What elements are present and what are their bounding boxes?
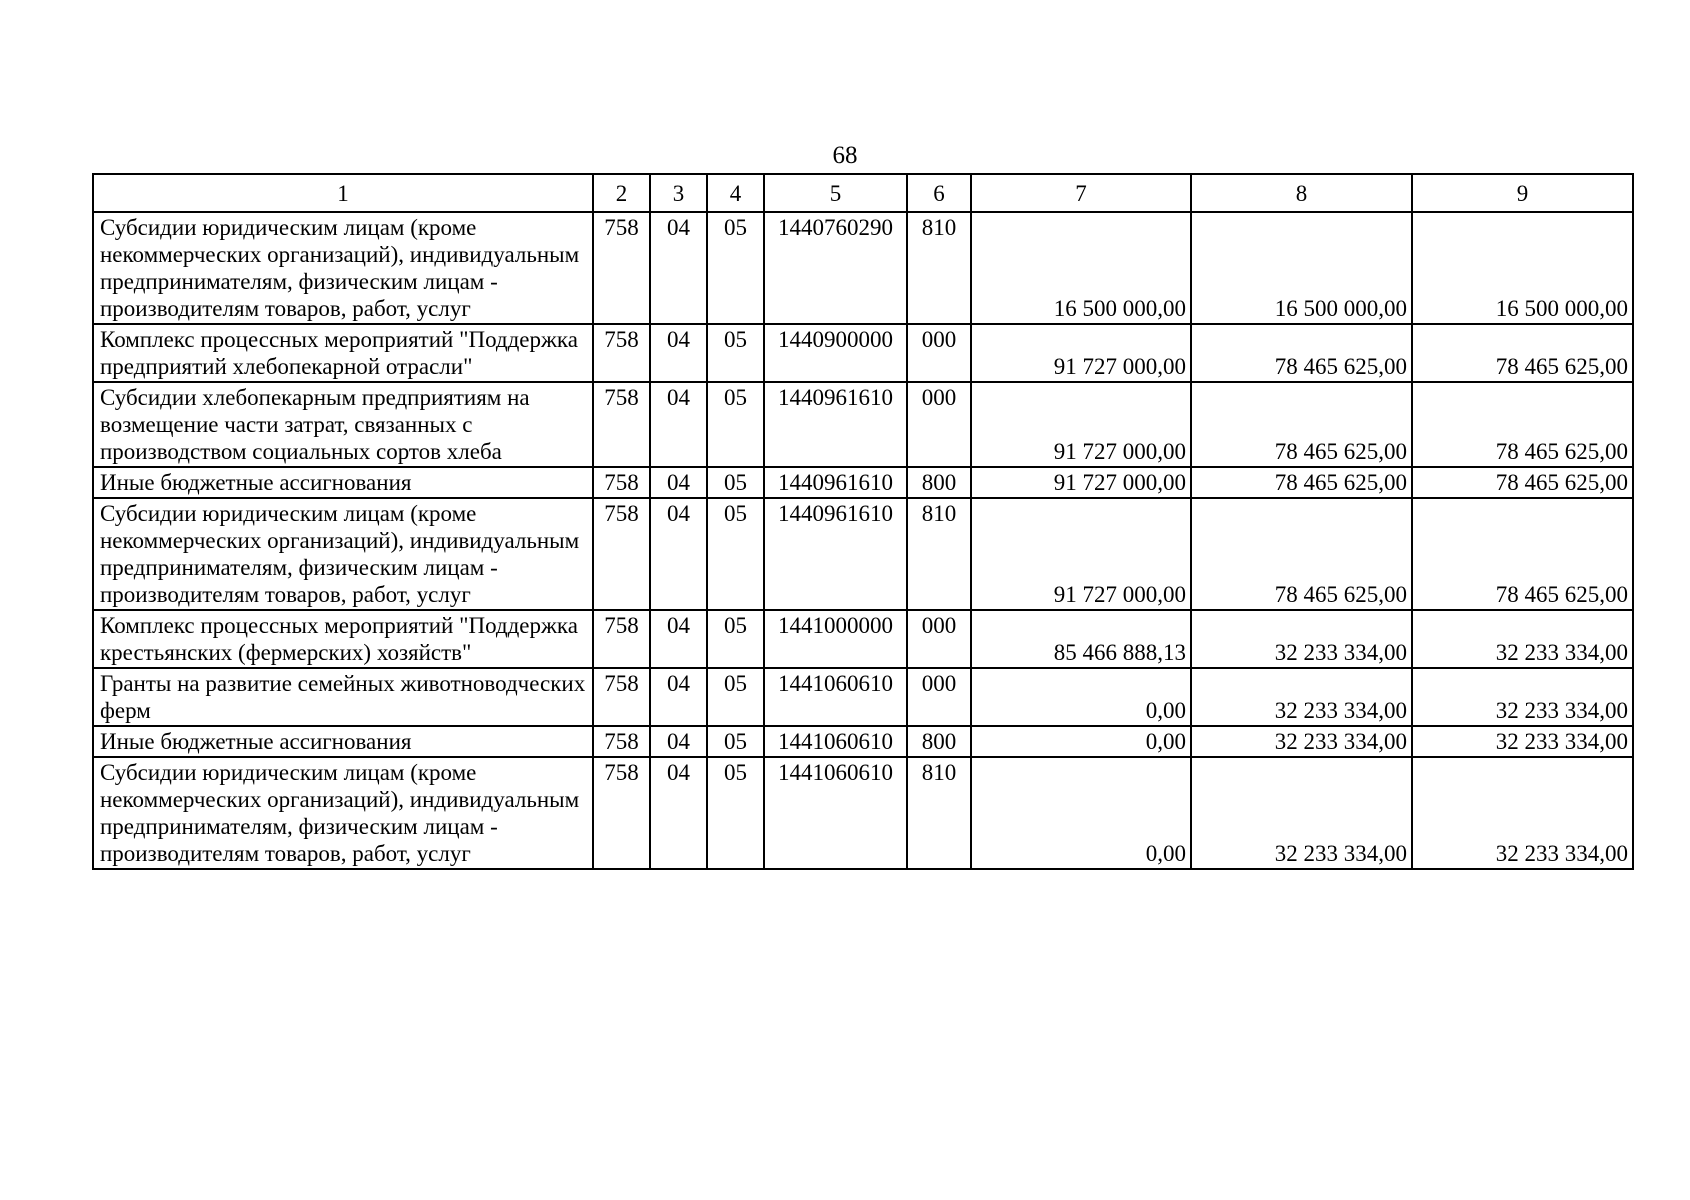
column-header: 1 bbox=[93, 174, 593, 212]
cell-amount-9: 32 233 334,00 bbox=[1412, 668, 1633, 726]
table-row bbox=[93, 726, 1633, 757]
cell-code-2: 758 bbox=[593, 382, 650, 467]
cell-code-3: 04 bbox=[650, 382, 707, 467]
row-name: Субсидии юридическим лицам (кроме некоммерческих организаций), индивидуальным предпринимателям, физическим лицам - производителям товаров, работ, услуг bbox=[93, 757, 593, 869]
cell-code-6: 800 bbox=[907, 467, 971, 498]
cell-amount-9: 78 465 625,00 bbox=[1412, 324, 1633, 382]
table-header-row bbox=[93, 174, 1633, 212]
cell-code-5: 1441060610 bbox=[764, 757, 907, 869]
cell-code-2: 758 bbox=[593, 324, 650, 382]
cell-amount-7: 91 727 000,00 bbox=[971, 498, 1191, 610]
column-header: 8 bbox=[1191, 174, 1412, 212]
cell-code-4: 05 bbox=[707, 668, 764, 726]
cell-code-2: 758 bbox=[593, 467, 650, 498]
cell-code-5: 1441000000 bbox=[764, 610, 907, 668]
row-name: Комплекс процессных мероприятий "Поддержка крестьянских (фермерских) хозяйств" bbox=[93, 610, 593, 668]
cell-code-6: 810 bbox=[907, 212, 971, 324]
cell-code-2: 758 bbox=[593, 726, 650, 757]
cell-amount-8: 78 465 625,00 bbox=[1191, 498, 1412, 610]
cell-code-6: 000 bbox=[907, 382, 971, 467]
table-row bbox=[93, 610, 1633, 668]
row-name: Комплекс процессных мероприятий "Поддержка предприятий хлебопекарной отрасли" bbox=[93, 324, 593, 382]
cell-code-3: 04 bbox=[650, 757, 707, 869]
cell-amount-7: 91 727 000,00 bbox=[971, 324, 1191, 382]
cell-amount-9: 16 500 000,00 bbox=[1412, 212, 1633, 324]
row-name: Субсидии юридическим лицам (кроме некоммерческих организаций), индивидуальным предпринимателям, физическим лицам - производителям товаров, работ, услуг bbox=[93, 212, 593, 324]
cell-code-5: 1440961610 bbox=[764, 382, 907, 467]
cell-code-2: 758 bbox=[593, 498, 650, 610]
cell-amount-7: 91 727 000,00 bbox=[971, 382, 1191, 467]
cell-code-6: 810 bbox=[907, 757, 971, 869]
cell-code-6: 000 bbox=[907, 668, 971, 726]
table-body bbox=[93, 174, 1633, 869]
table-row bbox=[93, 757, 1633, 869]
table-row bbox=[93, 212, 1633, 324]
cell-code-6: 810 bbox=[907, 498, 971, 610]
column-header: 5 bbox=[764, 174, 907, 212]
cell-code-4: 05 bbox=[707, 467, 764, 498]
cell-amount-8: 78 465 625,00 bbox=[1191, 324, 1412, 382]
cell-code-5: 1440760290 bbox=[764, 212, 907, 324]
cell-code-4: 05 bbox=[707, 212, 764, 324]
row-name: Иные бюджетные ассигнования bbox=[93, 726, 593, 757]
cell-amount-8: 78 465 625,00 bbox=[1191, 467, 1412, 498]
cell-amount-9: 78 465 625,00 bbox=[1412, 467, 1633, 498]
cell-code-4: 05 bbox=[707, 726, 764, 757]
cell-amount-8: 32 233 334,00 bbox=[1191, 757, 1412, 869]
cell-code-3: 04 bbox=[650, 324, 707, 382]
cell-code-2: 758 bbox=[593, 610, 650, 668]
cell-code-3: 04 bbox=[650, 726, 707, 757]
cell-amount-7: 16 500 000,00 bbox=[971, 212, 1191, 324]
row-name: Субсидии юридическим лицам (кроме некоммерческих организаций), индивидуальным предпринимателям, физическим лицам - производителям товаров, работ, услуг bbox=[93, 498, 593, 610]
cell-amount-9: 32 233 334,00 bbox=[1412, 610, 1633, 668]
cell-amount-7: 0,00 bbox=[971, 668, 1191, 726]
cell-amount-7: 0,00 bbox=[971, 726, 1191, 757]
table-row bbox=[93, 498, 1633, 610]
cell-code-4: 05 bbox=[707, 610, 764, 668]
cell-code-5: 1440961610 bbox=[764, 498, 907, 610]
cell-amount-7: 91 727 000,00 bbox=[971, 467, 1191, 498]
cell-code-4: 05 bbox=[707, 382, 764, 467]
column-header: 2 bbox=[593, 174, 650, 212]
cell-code-2: 758 bbox=[593, 668, 650, 726]
budget-table bbox=[92, 173, 1634, 870]
cell-amount-8: 32 233 334,00 bbox=[1191, 610, 1412, 668]
table-row bbox=[93, 467, 1633, 498]
cell-code-5: 1440961610 bbox=[764, 467, 907, 498]
cell-code-5: 1441060610 bbox=[764, 726, 907, 757]
cell-code-3: 04 bbox=[650, 467, 707, 498]
cell-amount-7: 85 466 888,13 bbox=[971, 610, 1191, 668]
cell-code-2: 758 bbox=[593, 757, 650, 869]
cell-code-3: 04 bbox=[650, 498, 707, 610]
row-name: Иные бюджетные ассигнования bbox=[93, 467, 593, 498]
cell-code-4: 05 bbox=[707, 324, 764, 382]
cell-amount-9: 78 465 625,00 bbox=[1412, 498, 1633, 610]
cell-amount-9: 32 233 334,00 bbox=[1412, 726, 1633, 757]
cell-amount-9: 32 233 334,00 bbox=[1412, 757, 1633, 869]
cell-amount-8: 78 465 625,00 bbox=[1191, 382, 1412, 467]
row-name: Субсидии хлебопекарным предприятиям на возмещение части затрат, связанных с производством социальных сортов хлеба bbox=[93, 382, 593, 467]
cell-code-3: 04 bbox=[650, 610, 707, 668]
cell-code-6: 800 bbox=[907, 726, 971, 757]
cell-amount-9: 78 465 625,00 bbox=[1412, 382, 1633, 467]
cell-code-3: 04 bbox=[650, 212, 707, 324]
cell-code-6: 000 bbox=[907, 324, 971, 382]
table-row bbox=[93, 382, 1633, 467]
cell-code-5: 1441060610 bbox=[764, 668, 907, 726]
cell-code-4: 05 bbox=[707, 757, 764, 869]
column-header: 9 bbox=[1412, 174, 1633, 212]
cell-amount-8: 32 233 334,00 bbox=[1191, 668, 1412, 726]
column-header: 3 bbox=[650, 174, 707, 212]
table-row bbox=[93, 324, 1633, 382]
table-row bbox=[93, 668, 1633, 726]
cell-code-2: 758 bbox=[593, 212, 650, 324]
cell-code-5: 1440900000 bbox=[764, 324, 907, 382]
cell-code-3: 04 bbox=[650, 668, 707, 726]
row-name: Гранты на развитие семейных животноводческих ферм bbox=[93, 668, 593, 726]
page-number: 68 bbox=[832, 142, 858, 169]
column-header: 7 bbox=[971, 174, 1191, 212]
cell-code-6: 000 bbox=[907, 610, 971, 668]
column-header: 4 bbox=[707, 174, 764, 212]
cell-code-4: 05 bbox=[707, 498, 764, 610]
column-header: 6 bbox=[907, 174, 971, 212]
cell-amount-8: 16 500 000,00 bbox=[1191, 212, 1412, 324]
cell-amount-7: 0,00 bbox=[971, 757, 1191, 869]
cell-amount-8: 32 233 334,00 bbox=[1191, 726, 1412, 757]
